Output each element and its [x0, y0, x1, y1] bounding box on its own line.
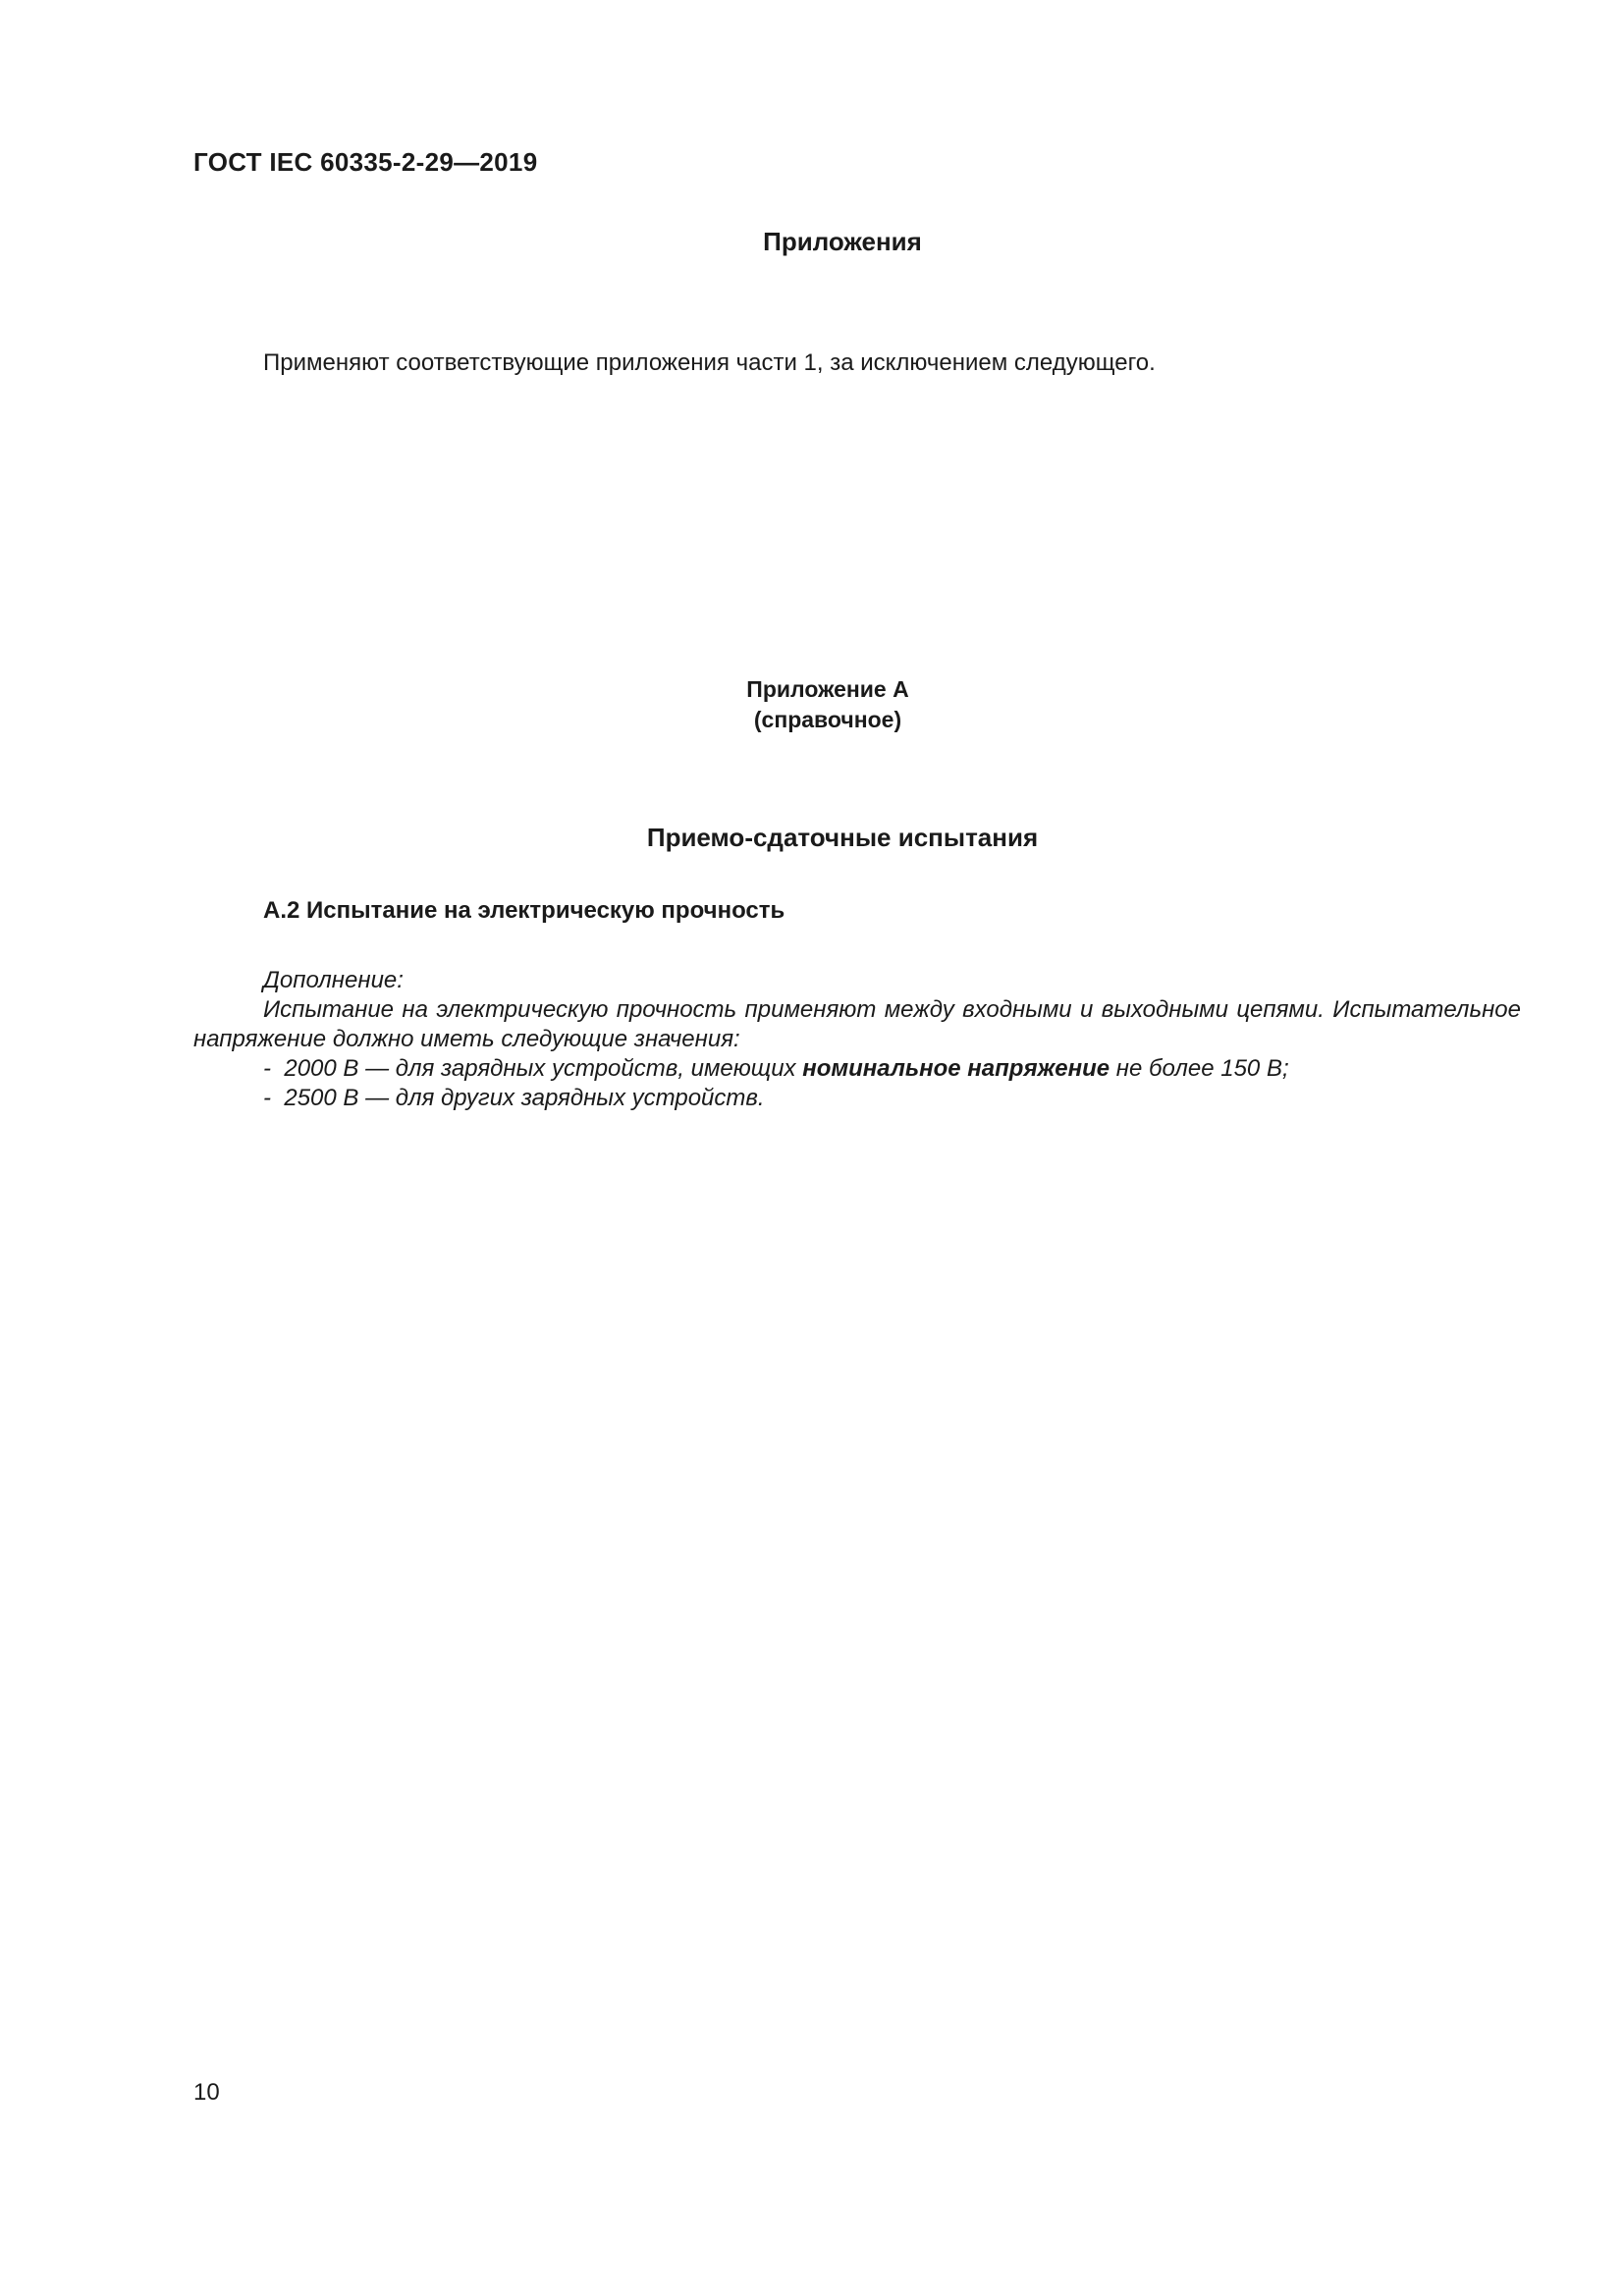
- section-title: Приложения: [763, 227, 922, 256]
- clause-paragraph: Испытание на электрическую прочность применяют между входными и выходными цепями. Испытательное напряжение должно иметь следующие значения:: [193, 996, 1521, 1052]
- term-emphasis: номинальное напряжение: [802, 1055, 1110, 1082]
- list-marker: -: [263, 1085, 271, 1111]
- section-intro: Применяют соответствующие приложения части 1, за исключением следующего.: [263, 349, 1156, 376]
- page-number: 10: [193, 2079, 220, 2106]
- list-item-text: 2500 В — для других зарядных устройств.: [284, 1085, 765, 1111]
- clause-title: А.2 Испытание на электрическую прочность: [263, 897, 785, 924]
- list-item-text: 2000 В — для зарядных устройств, имеющих: [284, 1055, 796, 1082]
- list-item: [193, 1084, 1521, 1113]
- clause-body: [193, 966, 1521, 1113]
- list-marker: -: [263, 1055, 271, 1082]
- list-item: [193, 1054, 1521, 1084]
- list-item-text-end: не более 150 В;: [1115, 1055, 1289, 1082]
- annex-heading: [0, 674, 1624, 735]
- addition-label: Дополнение:: [263, 967, 404, 993]
- annex-status: (справочное): [753, 707, 902, 732]
- document-code: ГОСТ IEC 60335-2-29—2019: [193, 147, 538, 177]
- annex-name: Приемо-сдаточные испытания: [646, 823, 1039, 852]
- annex-title: Приложение А: [746, 676, 909, 702]
